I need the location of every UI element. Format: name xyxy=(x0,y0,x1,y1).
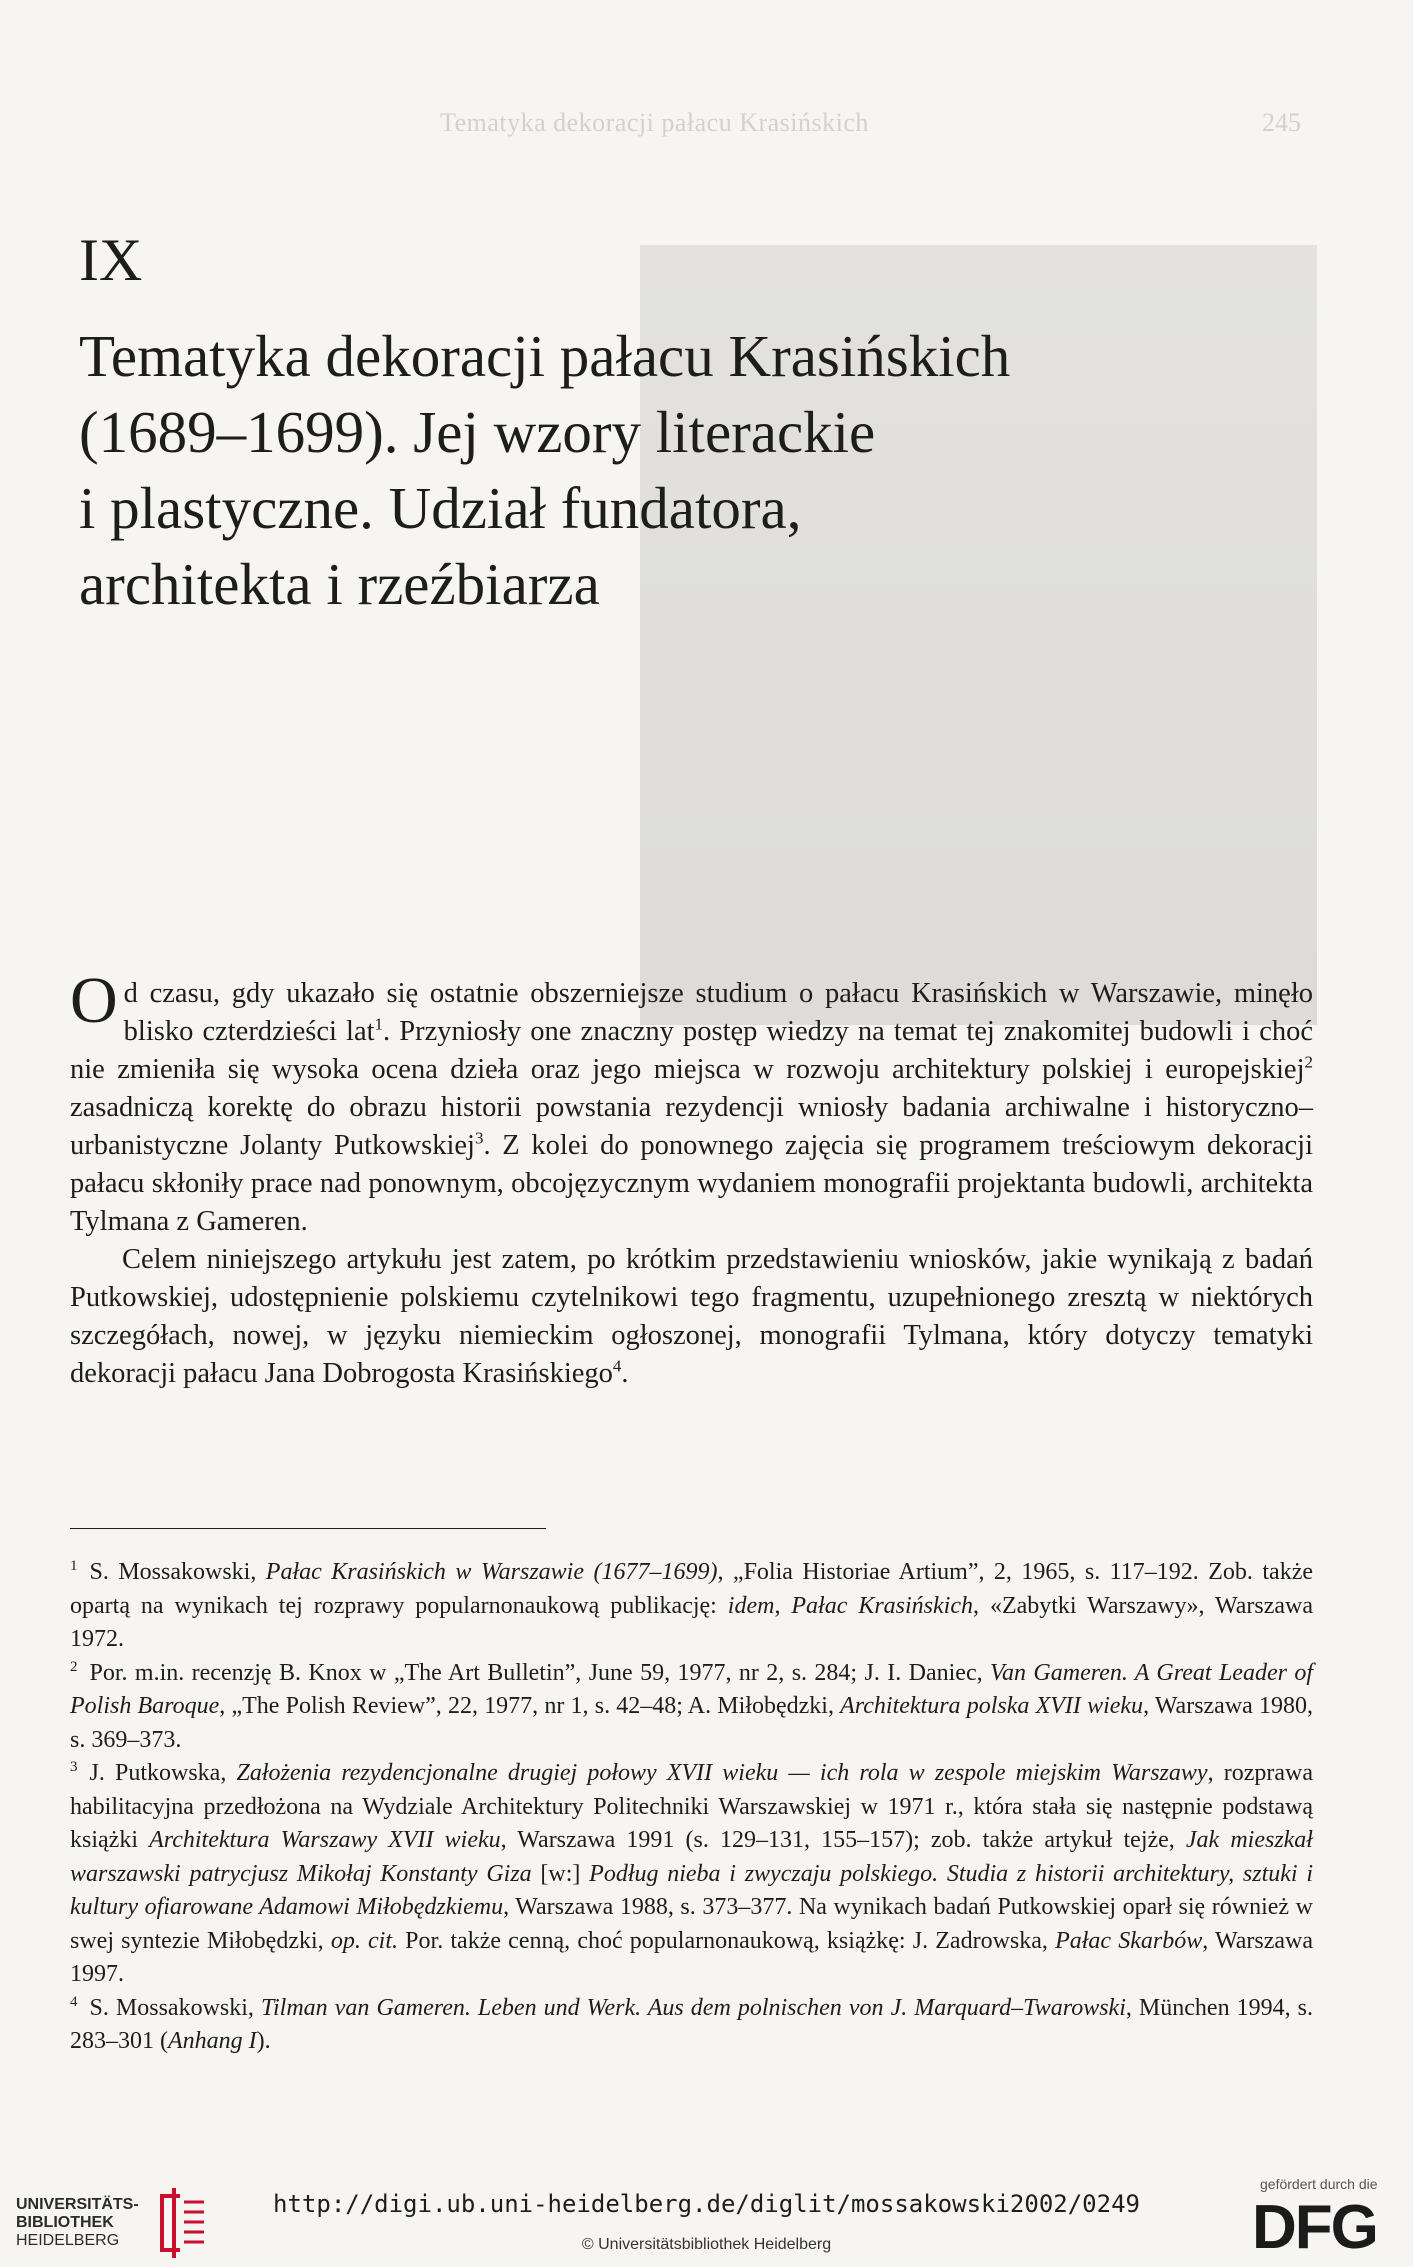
running-head xyxy=(0,108,1413,148)
footnote-text: , Warszawa 1980, s. 369–373. xyxy=(70,1693,1314,1753)
dfg-logo[interactable] xyxy=(1240,2174,1400,2264)
footnote-text: , Warszawa 1991 (s. 129–131, 155–157); zob. także artykuł tejże, xyxy=(500,1827,1186,1853)
drop-cap: O xyxy=(70,964,118,1037)
footnote-mark: 2 xyxy=(70,1658,78,1675)
source-url-link[interactable]: http://digi.ub.uni-heidelberg.de/diglit/mossakowski2002/0249 xyxy=(273,2190,1140,2218)
footnote-mark: 4 xyxy=(70,1993,78,2010)
footnote-italic-text: Jak mieszkał warszawski patrycjusz Mikołaj Konstanty Giza xyxy=(70,1827,1313,1887)
footnote-text: S. Mossakowski, xyxy=(89,1559,266,1585)
footnote-text: S. Mossakowski, xyxy=(89,1994,261,2021)
chapter-title-line: Tematyka dekoracji pałacu Krasińskich xyxy=(79,323,1011,389)
footnote-italic-text: Pałac Krasińskich w Warszawie (1677–1699) xyxy=(265,1559,718,1585)
text-run: . Przyniosły one znaczny postęp wiedzy na temat tej znakomitej budowli i choć nie zmieniła się wysoka ocena dzieła oraz jego miejsca w rozwoju architektury polskiej i europejskiej xyxy=(70,1016,1313,1085)
ub-logo-line: HEIDELBERG xyxy=(16,2232,120,2249)
copyright-notice: © Universitätsbibliothek Heidelberg xyxy=(581,2236,832,2253)
footnote-text: [w:] xyxy=(531,1860,590,1887)
footnote-mark: 1 xyxy=(70,1558,78,1574)
footnote-italic-text: Architektura polska XVII wieku xyxy=(840,1693,1144,1719)
footnote-2 xyxy=(70,1657,1313,1758)
footnote-4 xyxy=(70,1992,1313,2059)
footnote-text: , „Folia Historiae Artium”, 2, 1965, s. 117–192. Zob. także opartą na wynikach tej rozprawy popularnonaukową publikację: xyxy=(70,1559,1314,1619)
chapter-number: IX xyxy=(79,227,143,293)
chapter-title-line: i plastyczne. Udział fundatora, xyxy=(79,475,802,541)
footnote-text: , „The Polish Review”, 22, 1977, nr 1, s. 42–48; A. Miłobędzki, xyxy=(219,1693,841,1719)
footnote-text: , «Zabytki Warszawy», Warszawa 1972. xyxy=(70,1592,1313,1652)
footnote-ref-2[interactable]: 2 xyxy=(1304,1052,1313,1072)
footnotes xyxy=(70,1556,1313,2059)
footnote-text: , xyxy=(774,1592,792,1619)
footnote-italic-text: Podług nieba i zwyczaju polskiego. Studia z historii architektury, sztuki i kultury ofiarowane Adamowi Miłobędzkiemu xyxy=(70,1860,1314,1920)
footnote-italic-text: Architektura Warszawy XVII wieku xyxy=(149,1827,501,1853)
footnote-italic-text: Pałac Skarbów xyxy=(1055,1927,1203,1954)
ub-logo-line: UNIVERSITÄTS- xyxy=(16,2196,139,2213)
footnote-text: , Warszawa 1988, s. 373–377. Na wynikach badań Putkowskiej oparł się również w swej syntezie Miłobędzki, xyxy=(70,1894,1313,1954)
page-footer xyxy=(0,2170,1413,2267)
dfg-label: gefördert durch die xyxy=(1260,2176,1378,2192)
page-number: 245 xyxy=(1262,108,1301,137)
footnote-ref-1[interactable]: 1 xyxy=(374,1014,384,1034)
text-run: zasadniczą korektę do obrazu historii powstania rezydencji wniosły badania archiwalne i historyczno–urbanistyczne Jolanty Putkowskiej xyxy=(70,1092,1313,1161)
chapter-title-line: architekta i rzeźbiarza xyxy=(79,551,600,617)
footnote-1 xyxy=(70,1556,1313,1657)
footnote-text: J. Putkowska, xyxy=(89,1760,237,1786)
footnote-mark: 3 xyxy=(70,1759,78,1775)
ub-logo-line: BIBLIOTHEK xyxy=(16,2214,114,2231)
footnote-text: ). xyxy=(256,2028,271,2054)
footnote-italic-text: Założenia rezydencjonalne drugiej połowy XVII wieku — ich rola w zespole miejskim Warszawy xyxy=(236,1760,1208,1786)
footnote-3 xyxy=(70,1757,1313,1992)
footnote-text: , Warszawa 1997. xyxy=(70,1927,1314,1987)
footnote-italic-text: Van Gameren. A Great Leader of Polish Baroque xyxy=(70,1659,1314,1719)
body-text xyxy=(70,964,1313,1393)
chapter-title xyxy=(79,318,1079,622)
footnote-italic-text: op. cit. xyxy=(330,1927,398,1954)
text-run: . Z kolei do ponownego zajęcia się programem treściowym dekoracji pałacu skłoniły prace nad ponownym, obcojęzycznym wydaniem monografii projektanta budowli, architekta Tylmana z Gameren. xyxy=(70,1130,1313,1237)
footnote-italic-text: idem xyxy=(727,1592,775,1619)
footnote-ref-4[interactable]: 4 xyxy=(612,1356,622,1376)
footnote-italic-text: Tilman van Gameren. Leben und Werk. Aus dem polnischen von J. Marquard–Twarowski xyxy=(260,1994,1126,2021)
footnote-ref-3[interactable]: 3 xyxy=(474,1128,484,1148)
footnote-text: Por. także cenną, choć popularnonaukową, książkę: J. Zadrowska, xyxy=(398,1927,1056,1954)
running-head-title: Tematyka dekoracji pałacu Krasińskich xyxy=(440,108,869,137)
footnote-italic-text: Anhang I xyxy=(168,2028,257,2054)
chapter-title-line: (1689–1699). Jej wzory literackie xyxy=(79,399,876,465)
dfg-wordmark: DFG xyxy=(1252,2193,1377,2262)
footnote-text: Por. m.in. recenzję B. Knox w „The Art Bulletin”, June 59, 1977, nr 2, s. 284; J. I. Daniec, xyxy=(89,1659,991,1686)
text-run: Celem niniejszego artykułu jest zatem, po krótkim przedstawieniu wniosków, jakie wynikają z badań Putkowskiej, udostępnienie polskiemu czytelnikowi tego fragmentu, uzupełnionego zresztą w niektórych szczegółach, nowej, w języku niemieckim ogłoszonej, monografii Tylmana, który dotyczy tematyki dekoracji pałacu Jana Dobrogosta Krasińskiego xyxy=(70,1244,1313,1389)
paragraph-2 xyxy=(70,1241,1313,1393)
paragraph-1 xyxy=(70,964,1313,1241)
footnote-text: , rozprawa habilitacyjna przedłożona na Wydziale Architektury Politechniki Warszawskiej w 1971 r., która stała się następnie podstawą książki xyxy=(70,1760,1313,1853)
text-run: . xyxy=(621,1358,629,1389)
footnote-italic-text: Pałac Krasińskich xyxy=(791,1592,973,1619)
footnote-text: , München 1994, s. 283–301 ( xyxy=(70,1994,1314,2054)
text-run: d czasu, gdy ukazało się ostatnie obszerniejsze studium o pałacu Krasińskich w Warszawie, minęło blisko czterdzieści lat xyxy=(123,978,1313,1047)
footnote-separator xyxy=(70,1528,546,1529)
